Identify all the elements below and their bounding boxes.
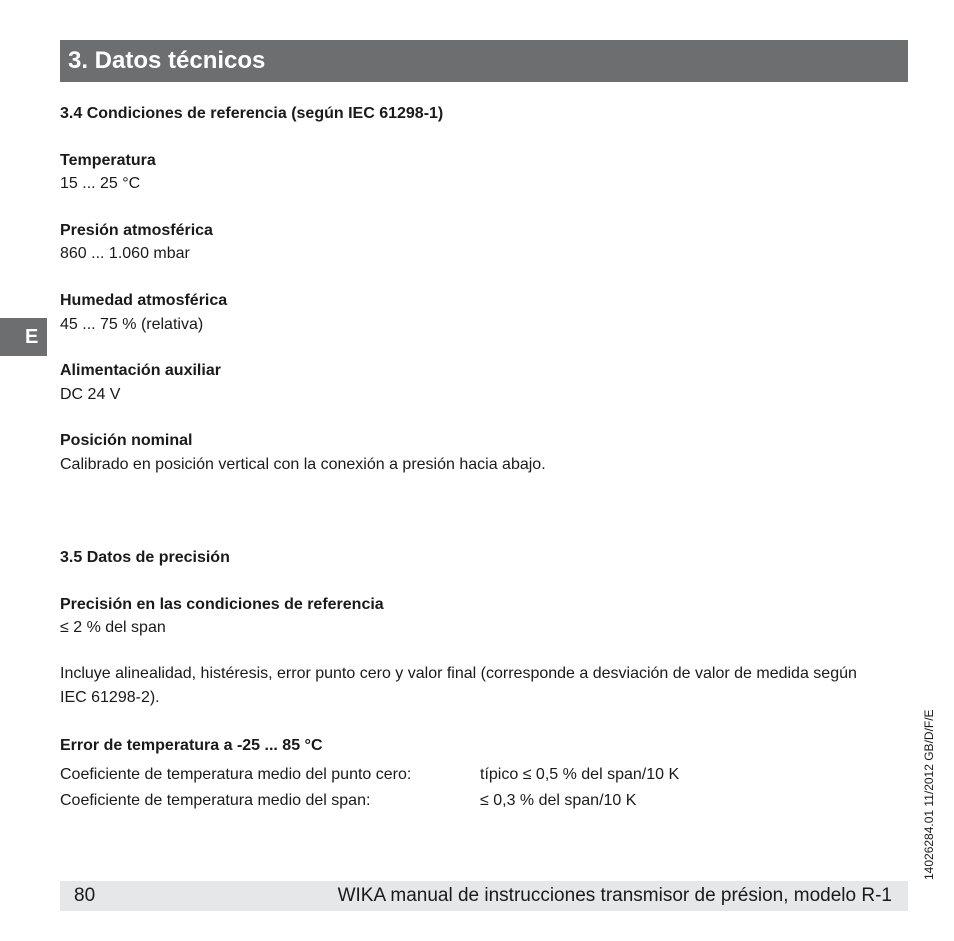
footer-title: WIKA manual de instrucciones transmisor de présion, modelo R-1	[337, 885, 892, 906]
section-heading-3-5: 3.5 Datos de precisión	[60, 549, 230, 566]
spec-label-humidity: Humedad atmosférica	[60, 292, 228, 309]
temp-coefficient-zero-label: Coeficiente de temperatura medio del punto cero:	[60, 766, 412, 783]
document-code: 14026284.01 11/2012 GB/D/F/E	[922, 709, 936, 880]
page-number: 80	[74, 885, 96, 906]
spec-value-accuracy: ≤ 2 % del span	[60, 619, 166, 636]
language-tab-label: E	[25, 326, 39, 348]
spec-label-temperature: Temperatura	[60, 152, 156, 169]
language-tab	[0, 318, 47, 356]
page-title: 3. Datos técnicos	[68, 47, 266, 74]
temp-coefficient-zero-value: típico ≤ 0,5 % del span/10 K	[480, 766, 680, 783]
section-header-bar	[60, 40, 908, 82]
footer-bar	[60, 881, 908, 911]
spec-label-accuracy: Precisión en las condiciones de referencia	[60, 596, 384, 613]
accuracy-note: Incluye alinealidad, histéresis, error punto cero y valor final (corresponde a desviación de valor de medida según IEC 61298-2).	[60, 665, 857, 706]
spec-value-humidity: 45 ... 75 % (relativa)	[60, 316, 204, 333]
spec-label-nominal-position: Posición nominal	[60, 432, 193, 449]
spec-value-temperature: 15 ... 25 °C	[60, 175, 141, 192]
section-heading-3-4: 3.4 Condiciones de referencia (según IEC 61298-1)	[60, 105, 444, 122]
temp-coefficient-span-value: ≤ 0,3 % del span/10 K	[480, 792, 637, 809]
spec-value-auxiliary-power: DC 24 V	[60, 386, 121, 403]
spec-value-nominal-position: Calibrado en posición vertical con la conexión a presión hacia abajo.	[60, 456, 546, 473]
spec-label-temperature-error: Error de temperatura a -25 ... 85 °C	[60, 737, 323, 754]
spec-label-auxiliary-power: Alimentación auxiliar	[60, 362, 221, 379]
spec-label-atmospheric-pressure: Presión atmosférica	[60, 222, 213, 239]
spec-value-atmospheric-pressure: 860 ... 1.060 mbar	[60, 245, 190, 262]
temp-coefficient-span-label: Coeficiente de temperatura medio del span:	[60, 792, 371, 809]
